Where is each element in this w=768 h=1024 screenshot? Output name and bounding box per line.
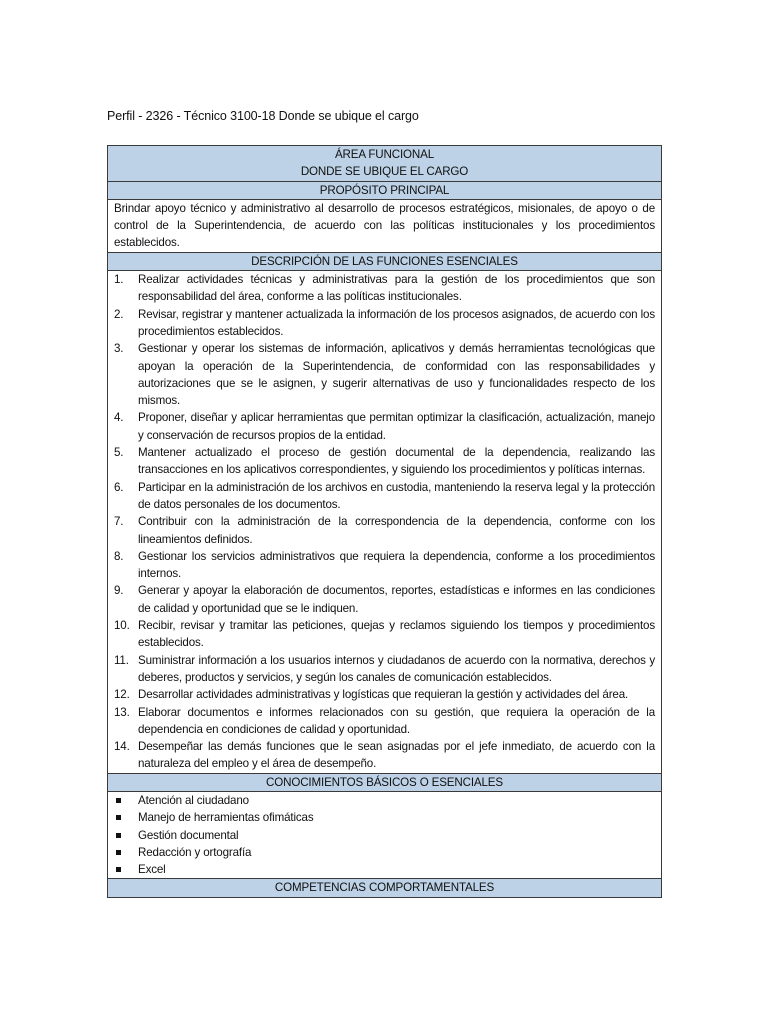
function-number: 1. [114,273,124,287]
purpose-text-row [108,199,662,252]
area-heading-cell [108,146,662,182]
function-number: 12. [114,688,130,702]
purpose-text: Brindar apoyo técnico y administrativo al desarrollo de procesos estratégicos, misionales, de apoyo o de control de la Superintendencia, de acuerdo con las políticas institucionales y los procedimientos establecidos. [108,199,662,252]
function-number: 13. [114,705,130,719]
knowledge-heading-row [108,773,662,791]
area-heading: ÁREA FUNCIONAL [334,148,435,161]
function-text: Generar y apoyar la elaboración de documentos, reportes, estadísticas e informes en las condiciones de calidad y oportunidad que se le indiquen. [138,584,655,615]
purpose-heading: PROPÓSITO PRINCIPAL [108,181,662,199]
area-value: DONDE SE UBIQUE EL CARGO [300,165,469,179]
function-item [114,617,655,652]
area-heading-row [108,146,662,182]
square-bullet-icon [114,827,138,844]
functions-list [114,271,655,773]
function-text: Gestionar y operar los sistemas de información, aplicativos y demás herramientas tecnológicas que apoyan la operación de la Superintendencia, de conformidad con las responsabilidades y autorizaciones que se le asignen, y sugerir alternativas de uso y funcionalidades respecto de los mismos. [138,342,655,408]
knowledge-cell [108,791,662,878]
function-text: Elaborar documentos e informes relacionados con su gestión, que requiera la operación de la dependencia en condiciones de calidad y oportunidad. [138,705,655,736]
function-item [114,409,655,444]
function-number: 6. [114,480,124,494]
function-text: Desarrollar actividades administrativas y logísticas que requieran la gestión y actividades del área. [138,688,629,702]
function-number: 14. [114,740,130,754]
function-text: Gestionar los servicios administrativos que requiera la dependencia, conforme a los procedimientos internos. [138,549,655,581]
function-text: Realizar actividades técnicas y administrativas para la gestión de los procedimientos que son responsabilidad del área, conforme a las políticas institucionales. [138,273,655,304]
function-number: 10. [114,619,130,633]
function-number: 5. [114,446,124,460]
function-item [114,271,655,306]
knowledge-text: Atención al ciudadano [138,793,249,807]
function-text: Contribuir con la administración de la correspondencia de la dependencia, conforme con los lineamientos definidos. [138,515,655,546]
knowledge-item [114,844,655,861]
function-item [114,652,655,687]
function-number: 4. [114,411,124,425]
function-item [114,340,655,409]
square-bullet-icon [114,844,138,861]
knowledge-list [114,792,655,878]
knowledge-text: Gestión documental [138,828,239,842]
square-bullet-icon [114,809,138,826]
function-item [114,704,655,739]
function-text: Mantener actualizado el proceso de gestión documental de la dependencia, realizando las transacciones en los aplicativos correspondientes, y siguiendo los procedimientos y políticas internas. [138,446,655,477]
function-number: 2. [114,307,124,321]
function-number: 9. [114,584,124,598]
knowledge-item [114,861,655,878]
square-bullet-icon [114,861,138,878]
function-item [114,479,655,514]
job-profile-table [107,145,662,898]
purpose-heading-row [108,181,662,199]
function-item [114,738,655,773]
function-text: Proponer, diseñar y aplicar herramientas que permitan optimizar la clasificación, actualización, manejo y conservación de recursos propios de la entidad. [138,411,655,442]
knowledge-row [108,791,662,878]
function-item [114,444,655,479]
knowledge-text: Manejo de herramientas ofimáticas [138,811,314,825]
function-number: 8. [114,549,124,563]
competencies-heading-row [108,879,662,897]
function-text: Participar en la administración de los archivos en custodia, manteniendo la reserva legal y la protección de datos personales de los documentos. [138,480,655,511]
knowledge-heading: CONOCIMIENTOS BÁSICOS O ESENCIALES [108,773,662,791]
function-text: Revisar, registrar y mantener actualizada la información de los procesos asignados, de acuerdo con los procedimientos establecidos. [138,307,655,338]
square-bullet-icon [114,792,138,809]
function-text: Suministrar información a los usuarios internos y ciudadanos de acuerdo con la normativa, derechos y deberes, productos y servicios, y según los canales de comunicación establecidos. [138,653,655,684]
function-number: 7. [114,515,124,529]
function-item [114,582,655,617]
knowledge-item [114,827,655,844]
functions-heading-row [108,252,662,270]
functions-row [108,271,662,774]
function-number: 3. [114,342,124,356]
knowledge-item [114,809,655,826]
knowledge-item [114,792,655,809]
functions-cell [108,271,662,774]
function-text: Recibir, revisar y tramitar las peticiones, quejas y reclamos siguiendo los tiempos y procedimientos establecidos. [138,619,655,650]
function-number: 11. [114,653,129,667]
function-item [114,686,655,703]
knowledge-text: Redacción y ortografía [138,845,252,859]
function-item [114,513,655,548]
function-text: Desempeñar las demás funciones que le sean asignadas por el jefe inmediato, de acuerdo con la naturaleza del empleo y el área de desempeño. [138,740,655,771]
knowledge-text: Excel [138,863,166,877]
functions-heading: DESCRIPCIÓN DE LAS FUNCIONES ESENCIALES [108,252,662,270]
function-item [114,548,655,583]
document-title: Perfil - 2326 - Técnico 3100-18 Donde se ubique el cargo [107,109,419,123]
competencies-heading: COMPETENCIAS COMPORTAMENTALES [108,879,662,897]
function-item [114,306,655,341]
